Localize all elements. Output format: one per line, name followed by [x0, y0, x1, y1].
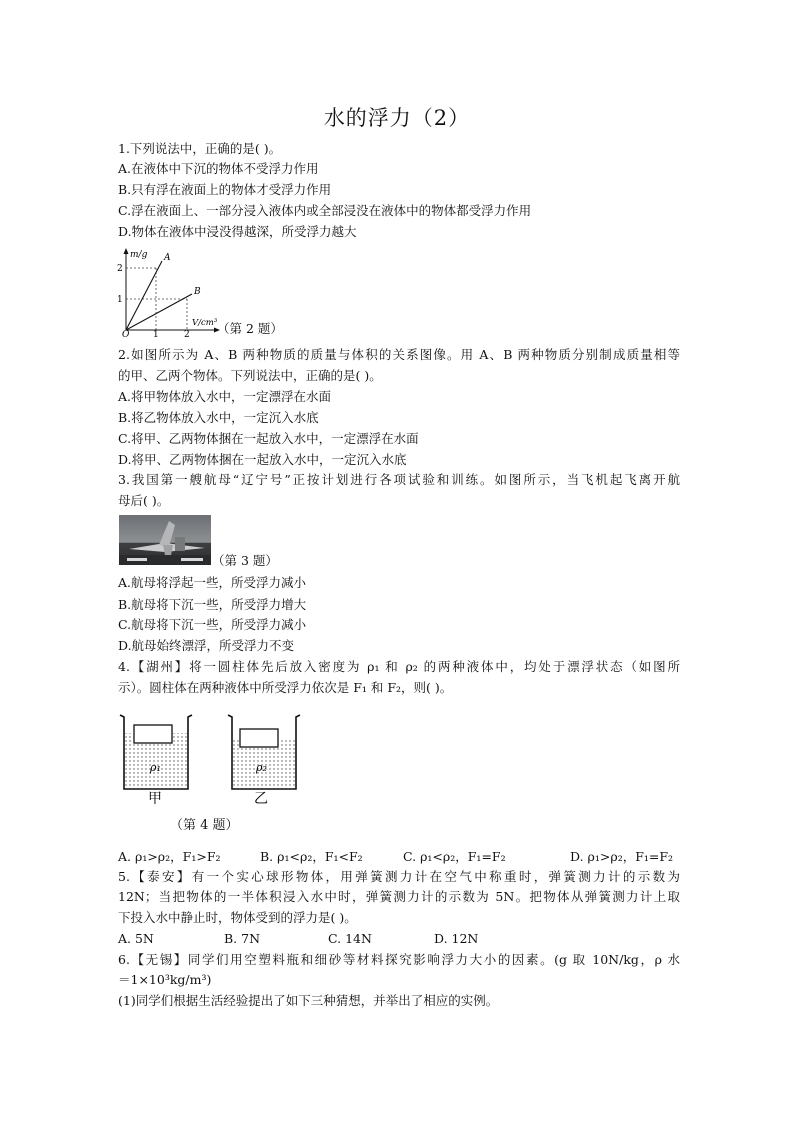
q3-stem-line2: 母后( )。: [118, 493, 170, 508]
q5-stem-line3: 下投入水中静止时，物体受到的浮力是( )。: [118, 910, 357, 925]
y-tick-label: 1: [117, 295, 123, 305]
q3-option-c: C.航母将下沉一些，所受浮力减小: [118, 617, 307, 632]
y-axis-label: m/g: [130, 250, 148, 260]
q4-caption: （第 4 题）: [170, 818, 239, 833]
q4-option-b: B. ρ₁<ρ₂，F₁<F₂: [260, 849, 363, 864]
q3-option-d: D.航母始终漂浮，所受浮力不变: [118, 638, 295, 653]
deck-tower: [175, 537, 185, 551]
rho1-label: ρ₁: [150, 761, 161, 774]
mass-volume-graph: [112, 246, 222, 338]
q5-option-d: D. 12N: [434, 931, 479, 946]
q5-option-b: B. 7N: [224, 931, 261, 946]
q3-option-a: A.航母将浮起一些，所受浮力减小: [118, 575, 307, 590]
q4-stem-line1: 4.【湖州】将一圆柱体先后放入密度为 ρ₁ 和 ρ₂ 的两种液体中，均处于漂浮状态（如图所: [118, 659, 680, 674]
y-axis-arrow: [124, 248, 129, 254]
q1-option-b: B.只有浮在液面上的物体才受浮力作用: [118, 182, 332, 197]
q2-option-a: A.将甲物体放入水中，一定漂浮在水面: [118, 389, 332, 404]
jet-fuselage: [163, 545, 173, 555]
beaker-right-label: 乙: [254, 791, 268, 807]
q2-stem-line1: 2.如图所示为 A、B 两种物质的质量与体积的关系图像。用 A、B 两种物质分别制成质量相等: [118, 347, 680, 362]
deck-marking: [127, 558, 147, 561]
deck-marking: [181, 558, 203, 561]
q1-option-c: C.浮在液面上、一部分浸入液体内或全部浸没在液体中的物体都受浮力作用: [118, 203, 532, 218]
q2-option-d: D.将甲、乙两物体捆在一起放入水中，一定沉入水底: [118, 452, 407, 467]
q5-options-row: [118, 930, 518, 948]
q3-option-b: B.航母将下沉一些，所受浮力增大: [118, 597, 307, 612]
x-tick-label: 1: [153, 330, 159, 338]
beaker-right: [228, 715, 300, 807]
q3-caption: （第 3 题）: [212, 553, 278, 568]
beaker-left-label: 甲: [148, 791, 162, 807]
aircraft-carrier-photo: [119, 515, 211, 565]
x-axis-label: V/cm³: [192, 318, 218, 328]
q6-stem-line2: ＝1×10³kg/m³): [118, 972, 212, 987]
q1-option-d: D.物体在液体中浸没得越深，所受浮力越大: [118, 224, 357, 239]
y-tick-label: 2: [117, 264, 123, 274]
q1-option-a: A.在液体中下沉的物体不受浮力作用: [118, 161, 319, 176]
beakers-figure: [112, 707, 312, 807]
q4-option-d: D. ρ₁>ρ₂，F₁=F₂: [570, 849, 674, 864]
q5-option-c: C. 14N: [328, 931, 372, 946]
q4-options-row: [118, 848, 680, 866]
line-a-label: A: [164, 253, 171, 263]
cylinder-block: [240, 729, 278, 747]
q4-option-c: C. ρ₁<ρ₂，F₁=F₂: [403, 849, 506, 864]
q5-option-a: A. 5N: [118, 931, 154, 946]
x-tick-label: 2: [184, 330, 190, 338]
q4-stem-line2: 示）。圆柱体在两种液体中所受浮力依次是 F₁ 和 F₂，则( )。: [118, 680, 453, 695]
rho2-label: ρ₂: [256, 761, 267, 774]
q5-stem-line2: 12N；当把物体的一半体积浸入水中时，弹簧测力计的示数为 5N。把物体从弹簧测力计上取: [118, 889, 680, 904]
q6-stem-line1: 6.【无锡】同学们用空塑料瓶和细砂等材料探究影响浮力大小的因素。(g 取 10N/kg，ρ 水: [118, 952, 680, 967]
q2-option-c: C.将甲、乙两物体捆在一起放入水中，一定漂浮在水面: [118, 431, 419, 446]
jet-body: [159, 521, 175, 547]
q2-stem-line2: 的甲、乙两个物体。下列说法中，正确的是( )。: [118, 368, 382, 383]
aircraft-icon: [119, 515, 211, 565]
q2-caption: （第 2 题）: [217, 321, 283, 336]
origin-label: O: [122, 330, 130, 338]
line-b-label: B: [194, 287, 201, 297]
q4-option-a: A. ρ₁>ρ₂，F₁>F₂: [118, 849, 221, 864]
q5-stem-line1: 5.【泰安】有一个实心球形物体，用弹簧测力计在空气中称重时，弹簧测力计的示数为: [118, 869, 680, 884]
cylinder-block: [134, 725, 172, 743]
page-title: 水的浮力（2）: [323, 106, 471, 130]
q6-sub1: (1)同学们根据生活经验提出了如下三种猜想，并举出了相应的实例。: [118, 993, 499, 1008]
q3-stem-line1: 3.我国第一艘航母“辽宁号”正按计划进行各项试验和训练。如图所示，当飞机起飞离开航: [118, 472, 680, 487]
beaker-left: [120, 715, 192, 807]
q1-stem: 1.下列说法中，正确的是( )。: [118, 141, 282, 156]
q2-option-b: B.将乙物体放入水中，一定沉入水底: [118, 410, 319, 425]
